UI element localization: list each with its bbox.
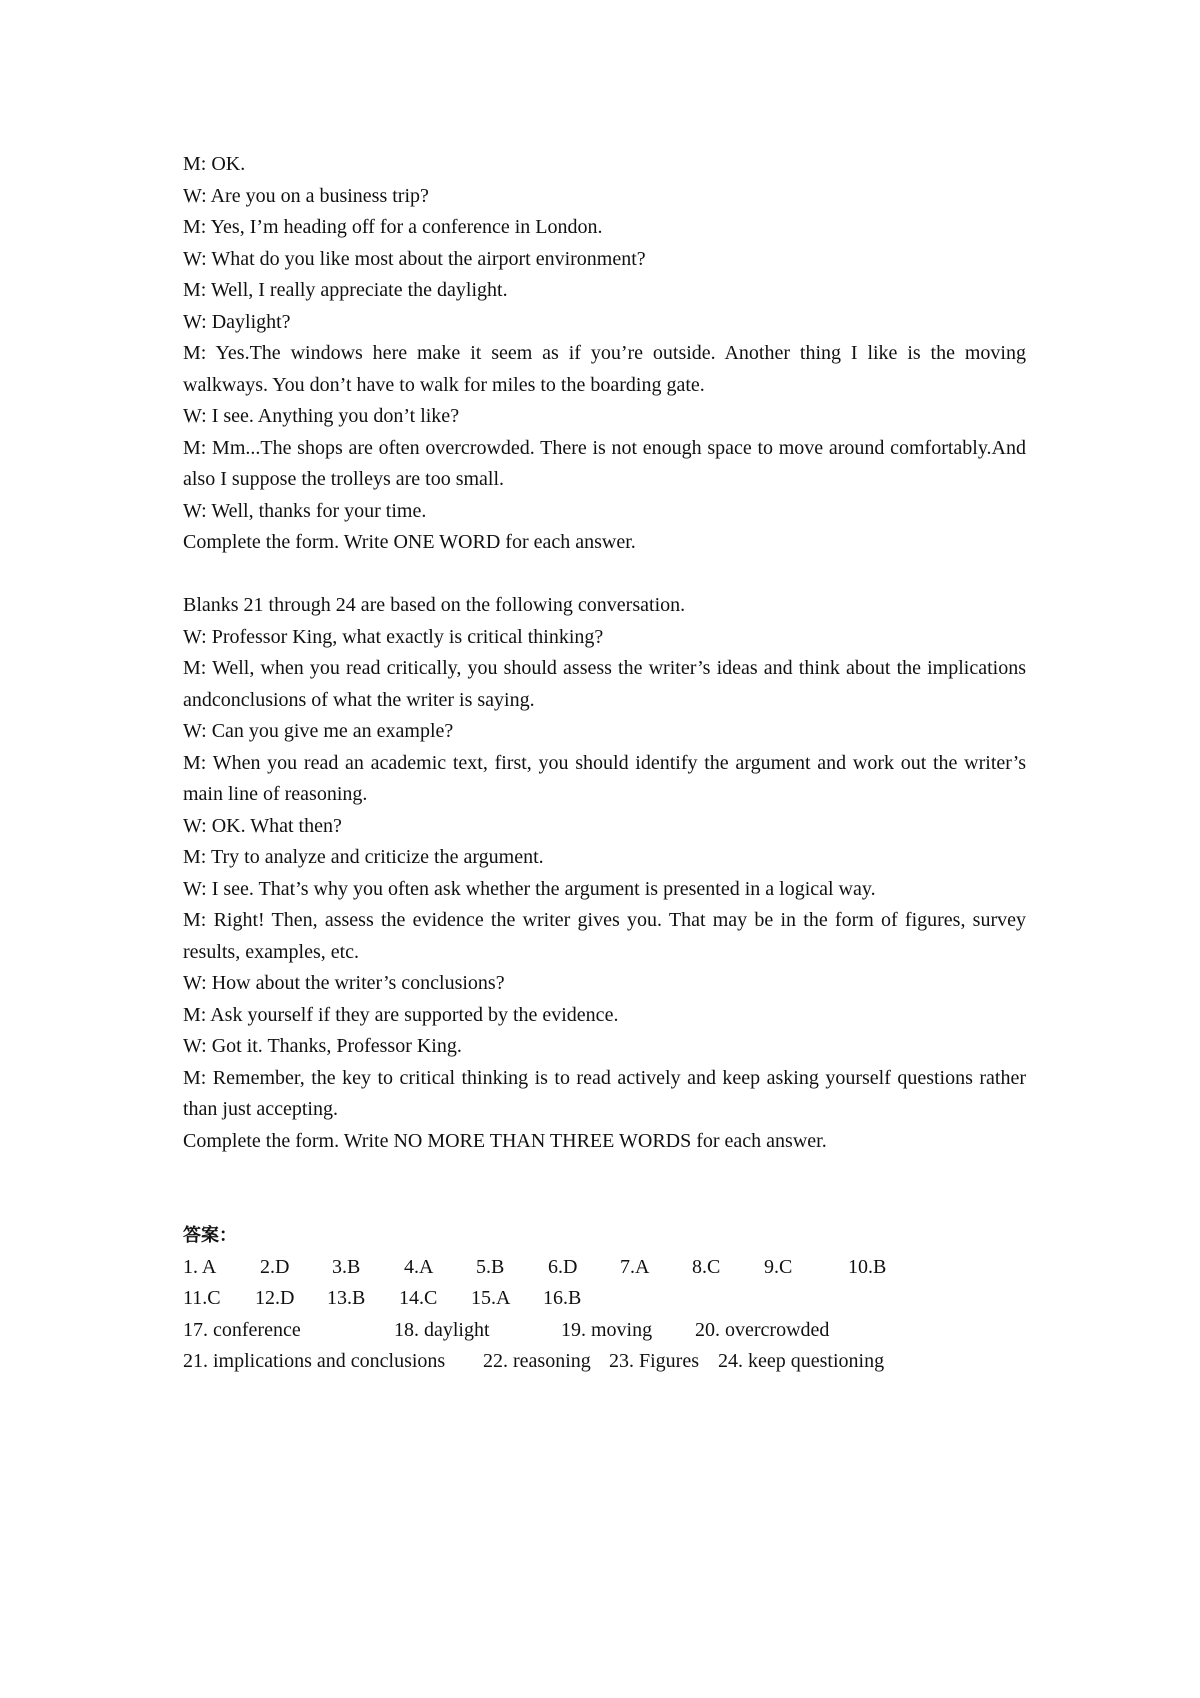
dialogue-line: W: Got it. Thanks, Professor King. <box>183 1035 462 1057</box>
answer-item: 23. Figures <box>609 1350 699 1372</box>
dialogue-line: W: How about the writer’s conclusions? <box>183 972 505 994</box>
dialogue-line: M: Well, I really appreciate the daylight. <box>183 279 508 301</box>
answer-item: 2.D <box>260 1255 290 1278</box>
conversation-2 <box>183 590 1026 1157</box>
dialogue-line: W: Well, thanks for your time. <box>183 499 427 522</box>
dialogue-line: M: Yes, I’m heading off for a conference in London. <box>183 216 603 238</box>
answer-item: 7.A <box>620 1255 650 1278</box>
conversation-1 <box>183 149 1026 559</box>
dialogue-paragraph: M: Well, when you read critically, you should assess the writer’s ideas and think about the implications andconclusions of what the writer is saying. <box>183 657 1026 711</box>
dialogue-line: M: Ask yourself if they are supported by the evidence. <box>183 1003 619 1026</box>
dialogue-paragraph: M: Remember, the key to critical thinking is to read actively and keep asking yourself questions rather than just accepting. <box>183 1066 1026 1120</box>
dialogue-line: W: Professor King, what exactly is critical thinking? <box>183 625 604 648</box>
answer-item: 13.B <box>327 1287 366 1309</box>
spacer <box>183 559 1026 591</box>
answer-row-2 <box>183 1283 1026 1315</box>
dialogue-paragraph: M: Yes.The windows here make it seem as if you’re outside. Another thing I like is the moving walkways. You don’t have to walk for miles to the boarding gate. <box>183 342 1026 396</box>
dialogue-paragraph: M: Right! Then, assess the evidence the writer gives you. That may be in the form of figures, survey results, examples, etc. <box>183 909 1026 963</box>
document-body <box>183 149 1026 1378</box>
dialogue-line: W: I see. Anything you don’t like? <box>183 405 460 427</box>
dialogue-line: M: OK. <box>183 153 246 175</box>
instruction-text: Complete the form. Write ONE WORD for each answer. <box>183 531 636 553</box>
answer-item: 1. A <box>183 1255 217 1278</box>
section-intro: Blanks 21 through 24 are based on the following conversation. <box>183 594 686 616</box>
answer-item: 21. implications and conclusions <box>183 1350 446 1372</box>
answer-item: 11.C <box>183 1287 221 1309</box>
instruction-text: Complete the form. Write NO MORE THAN THREE WORDS for each answer. <box>183 1129 827 1152</box>
answer-row-4 <box>183 1346 1026 1378</box>
answer-item: 19. moving <box>561 1318 653 1341</box>
answer-item: 9.C <box>764 1255 793 1278</box>
dialogue-paragraph: M: When you read an academic text, first, you should identify the argument and work out the writer’s main line of reasoning. <box>183 751 1026 805</box>
answer-item: 16.B <box>543 1287 582 1309</box>
answer-item: 17. conference <box>183 1318 301 1341</box>
answer-item: 22. reasoning <box>483 1350 591 1372</box>
answer-row-1 <box>183 1252 1026 1284</box>
answer-item: 5.B <box>476 1255 505 1278</box>
dialogue-line: W: OK. What then? <box>183 814 342 837</box>
answer-key <box>183 1220 1026 1378</box>
answer-item: 20. overcrowded <box>695 1318 830 1341</box>
answer-item: 10.B <box>848 1255 887 1278</box>
answer-item: 24. keep questioning <box>718 1350 885 1372</box>
answer-item: 12.D <box>255 1287 295 1309</box>
answer-item: 4.A <box>404 1255 434 1278</box>
answer-item: 6.D <box>548 1255 578 1278</box>
answer-item: 15.A <box>471 1287 511 1309</box>
answer-item: 14.C <box>399 1287 438 1309</box>
dialogue-line: W: Can you give me an example? <box>183 720 454 742</box>
dialogue-line: M: Try to analyze and criticize the argument. <box>183 846 544 868</box>
dialogue-line: W: What do you like most about the airport environment? <box>183 247 646 270</box>
dialogue-line: W: I see. That’s why you often ask whether the argument is presented in a logical way. <box>183 877 876 900</box>
dialogue-line: W: Are you on a business trip? <box>183 184 429 207</box>
dialogue-line: W: Daylight? <box>183 310 291 333</box>
answer-key-heading: 答案： <box>183 1225 237 1246</box>
answer-item: 18. daylight <box>394 1318 490 1341</box>
answer-row-3 <box>183 1315 1026 1347</box>
dialogue-paragraph: M: Mm...The shops are often overcrowded. There is not enough space to move around comfortably.And also I suppose the trolleys are too small. <box>183 436 1026 490</box>
answer-item: 8.C <box>692 1255 721 1278</box>
answer-item: 3.B <box>332 1255 361 1278</box>
spacer <box>183 1157 1026 1220</box>
